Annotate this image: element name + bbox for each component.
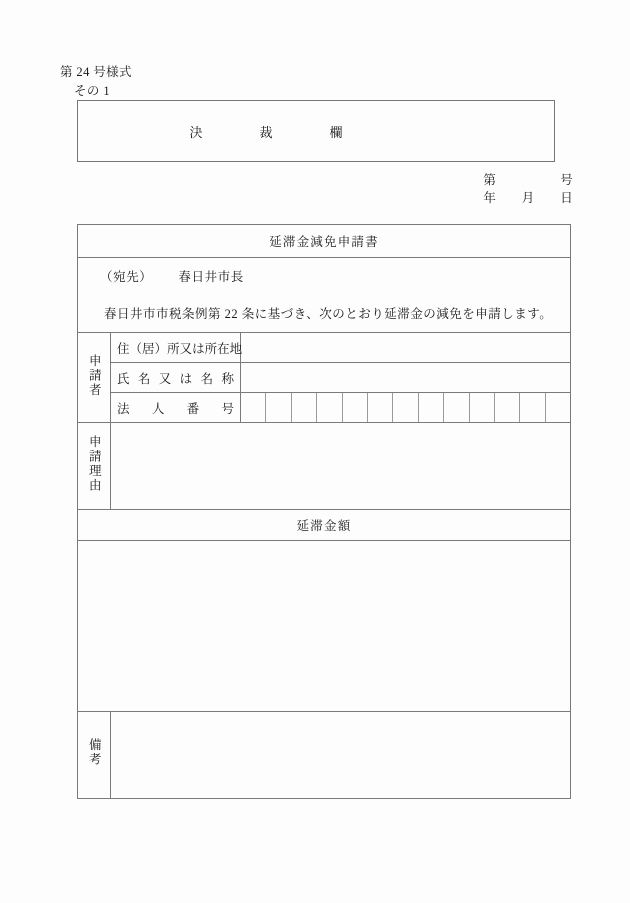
applicant-address-label-text: 住 （ 居 ） 所 又 は 所 在 地 (117, 341, 243, 356)
reason-input[interactable] (111, 423, 571, 510)
applicant-address-input[interactable] (241, 333, 571, 363)
reason-section-label: 申請理由 (78, 423, 111, 510)
amount-body-row (78, 541, 571, 712)
form-sub-number: その 1 (74, 84, 110, 98)
document-date-text: 年 月 日 (483, 191, 573, 205)
title-row (78, 225, 571, 258)
corporate-number-digit-cell[interactable] (546, 393, 570, 422)
approval-box-label: 決 裁 欄 (189, 125, 365, 140)
corporate-number-row (78, 393, 571, 423)
corporate-number-digit-cell[interactable] (368, 393, 393, 422)
application-form-table (77, 224, 571, 799)
applicant-address-row (78, 333, 571, 363)
corporate-number-digit-cell[interactable] (520, 393, 545, 422)
corporate-number-input[interactable] (241, 393, 571, 423)
corporate-number-digit-grid[interactable] (241, 393, 570, 422)
corporate-number-digit-cell[interactable] (470, 393, 495, 422)
addressee-row (78, 258, 571, 295)
addressee-line (78, 258, 571, 295)
note-input[interactable] (111, 712, 571, 799)
amount-header-row (78, 510, 571, 541)
applicant-name-label-text: 氏 名 又 は 名 称 (117, 371, 234, 386)
applicant-address-label (111, 333, 241, 363)
form-number: 第 24 号様式 (60, 65, 132, 79)
addressee-name: 春日井市長 (178, 270, 244, 284)
addressee-prefix: （宛先） (100, 270, 153, 284)
note-row (78, 712, 571, 799)
applicant-section-label: 申請者 (78, 333, 111, 423)
corporate-number-digit-cell[interactable] (241, 393, 266, 422)
corporate-number-digit-cell[interactable] (292, 393, 317, 422)
corporate-number-digit-cell[interactable] (317, 393, 342, 422)
statement-row (78, 294, 571, 333)
reason-row (78, 423, 571, 510)
note-section-label: 備考 (78, 712, 111, 799)
corporate-number-digit-cell[interactable] (419, 393, 444, 422)
document-number-text: 第 号 (483, 173, 573, 187)
applicant-name-label (111, 363, 241, 393)
corporate-number-label-text: 法 人 番 号 (117, 401, 234, 416)
corporate-number-digit-cell[interactable] (444, 393, 469, 422)
amount-section-header: 延滞金額 (78, 510, 571, 541)
approval-box (77, 100, 555, 162)
corporate-number-label (111, 393, 241, 423)
document-date-line (483, 188, 573, 206)
amount-input[interactable] (78, 541, 571, 712)
corporate-number-digit-cell[interactable] (495, 393, 520, 422)
applicant-name-row (78, 363, 571, 393)
applicant-name-input[interactable] (241, 363, 571, 393)
document-number-line (483, 170, 573, 188)
form-title: 延滞金減免申請書 (78, 225, 571, 258)
corporate-number-digit-cell[interactable] (343, 393, 368, 422)
statement-text: 春日井市市税条例第 22 条に基づき、次のとおり延滞金の減免を申請します。 (78, 294, 571, 333)
corporate-number-digit-cell[interactable] (393, 393, 418, 422)
corporate-number-digit-cell[interactable] (266, 393, 291, 422)
